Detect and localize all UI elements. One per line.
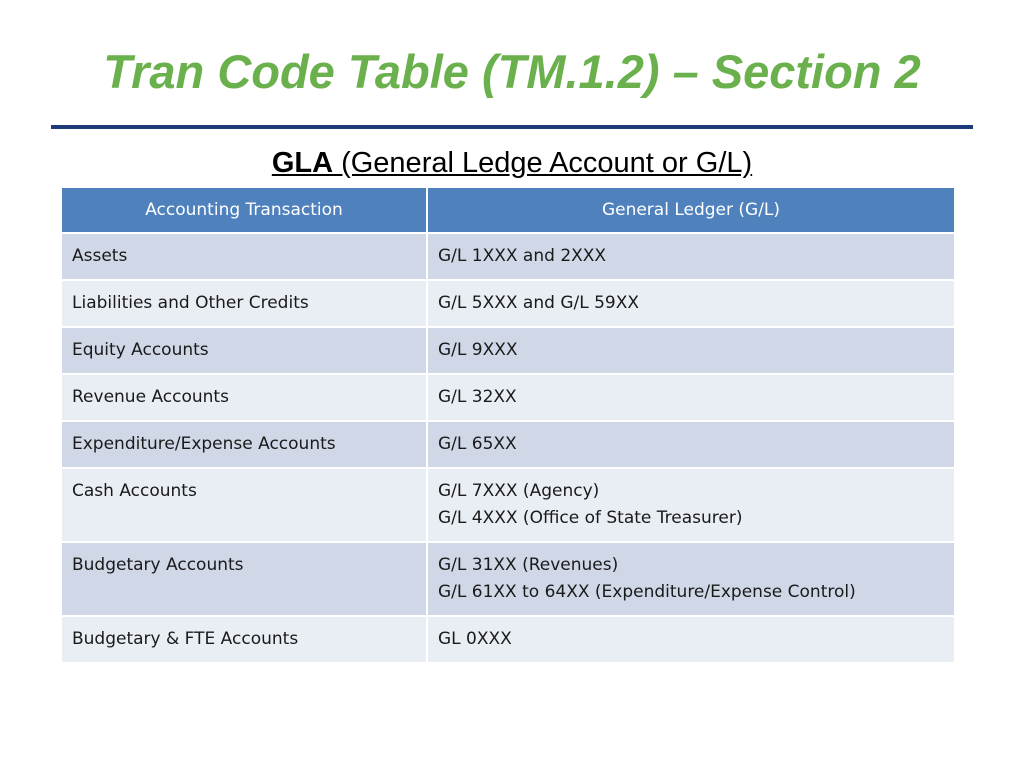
subtitle-description: (General Ledge Account or G/L) [333,147,753,179]
transaction-cell: Budgetary & FTE Accounts [61,616,427,663]
gl-line: G/L 4XXX (Office of State Treasurer) [438,508,743,528]
table-row [61,616,955,663]
gl-line: G/L 65XX [438,434,517,454]
table-header-row [61,187,955,233]
gl-cell [427,421,955,468]
gl-line: G/L 5XXX and G/L 59XX [438,293,640,313]
header-general-ledger: General Ledger (G/L) [427,187,955,233]
transaction-cell: Assets [61,233,427,280]
gl-line: GL 0XXX [438,629,512,649]
gl-line: G/L 7XXX (Agency) [438,481,600,501]
transaction-cell: Revenue Accounts [61,374,427,421]
gl-line: G/L 1XXX and 2XXX [438,246,607,266]
gl-line: G/L 61XX to 64XX (Expenditure/Expense Control) [438,582,856,602]
gl-cell [427,327,955,374]
gl-cell [427,616,955,663]
gl-cell [427,468,955,542]
table-row [61,421,955,468]
gl-cell [427,374,955,421]
table-row [61,233,955,280]
transaction-cell: Expenditure/Expense Accounts [61,421,427,468]
gl-cell [427,542,955,616]
transaction-cell: Budgetary Accounts [61,542,427,616]
gl-cell [427,233,955,280]
gl-line: G/L 31XX (Revenues) [438,555,619,575]
table-row [61,374,955,421]
subtitle-abbreviation: GLA [271,147,334,179]
title-divider [51,125,973,129]
table-row [61,327,955,374]
table-row [61,542,955,616]
gl-line: G/L 32XX [438,387,517,407]
transaction-cell: Liabilities and Other Credits [61,280,427,327]
transaction-cell: Cash Accounts [61,468,427,542]
transaction-cell: Equity Accounts [61,327,427,374]
table-subtitle [0,143,1024,183]
slide-title: Tran Code Table (TM.1.2) – Section 2 [103,45,921,98]
tran-code-table [60,186,956,664]
header-accounting-transaction: Accounting Transaction [61,187,427,233]
gl-cell [427,280,955,327]
gl-line: G/L 9XXX [438,340,518,360]
table-row [61,468,955,542]
table-row [61,280,955,327]
